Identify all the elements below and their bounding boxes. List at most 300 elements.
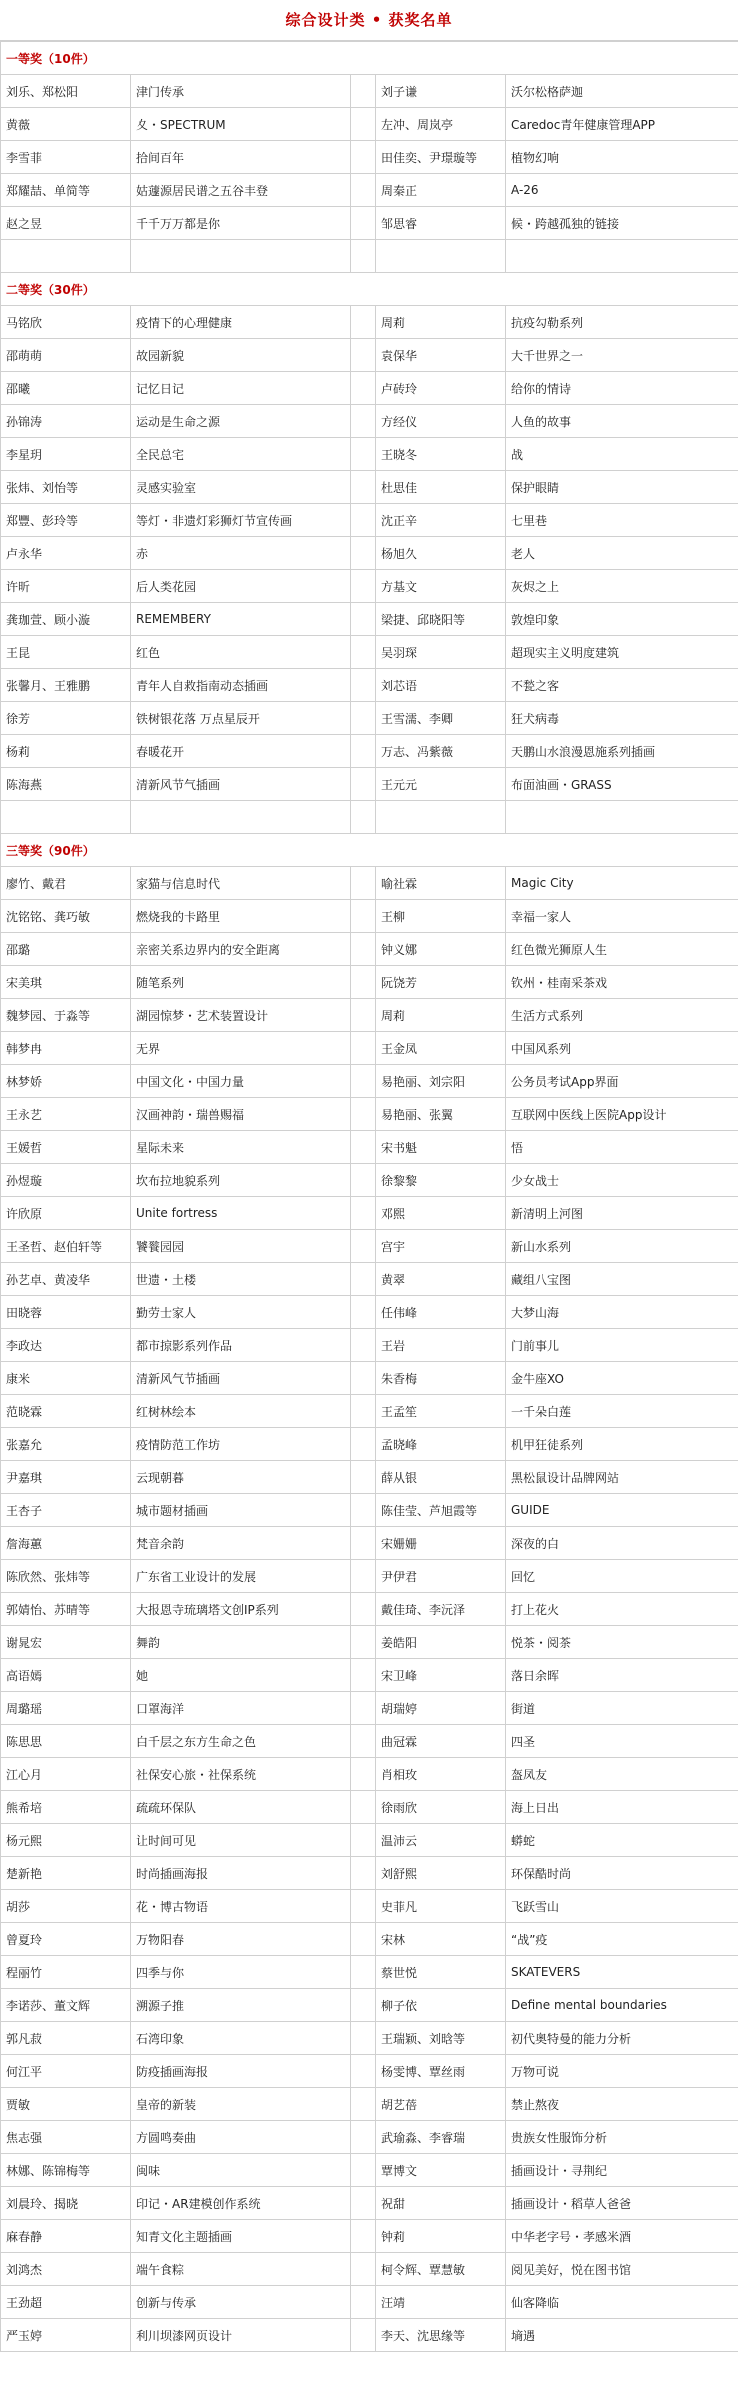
table-row [1,2319,738,2352]
empty-cell [1,240,131,273]
author-cell: 江心月 [1,1758,131,1791]
author-cell: 严玉婷 [1,2319,131,2352]
work-title-cell: 后人类花园 [131,570,351,603]
author-cell: 戴佳琦、李沅泽 [376,1593,506,1626]
work-title-cell: 随笔系列 [131,966,351,999]
author-cell: 任伟峰 [376,1296,506,1329]
table-row [1,1956,738,1989]
spacer-cell [351,1329,376,1362]
work-title-cell: 时尚插画海报 [131,1857,351,1890]
spacer-cell [351,2022,376,2055]
author-cell: 覃博文 [376,2154,506,2187]
spacer-cell [351,2253,376,2286]
author-cell: 钟义娜 [376,933,506,966]
work-title-cell: 燃烧我的卡路里 [131,900,351,933]
work-title-cell: 幸福一家人 [506,900,738,933]
author-cell: 郭凡菽 [1,2022,131,2055]
spacer-cell [351,2319,376,2352]
spacer-cell [351,1824,376,1857]
work-title-cell: 家猫与信息时代 [131,867,351,900]
author-cell: 周莉 [376,999,506,1032]
author-cell: 李政达 [1,1329,131,1362]
work-title-cell: 悦茶・阅茶 [506,1626,738,1659]
table-row [1,2253,738,2286]
award-table [0,41,738,2352]
author-cell: 祝甜 [376,2187,506,2220]
work-title-cell: 舞韵 [131,1626,351,1659]
work-title-cell: 疫情防范工作坊 [131,1428,351,1461]
table-row [1,1098,738,1131]
empty-cell [351,801,376,834]
work-title-cell: 中国文化・中国力量 [131,1065,351,1098]
spacer-cell [351,570,376,603]
table-row [1,2055,738,2088]
author-cell: 陈海燕 [1,768,131,801]
table-row [1,108,738,141]
work-title-cell: 门前事儿 [506,1329,738,1362]
author-cell: 黄薇 [1,108,131,141]
author-cell: 黄翠 [376,1263,506,1296]
author-cell: 胡艺蓓 [376,2088,506,2121]
spacer-cell [351,141,376,174]
author-cell: 沈正辛 [376,504,506,537]
spacer-cell [351,1527,376,1560]
spacer-cell [351,1395,376,1428]
spacer-cell [351,372,376,405]
author-cell: 温沛云 [376,1824,506,1857]
work-title-cell: 少女战士 [506,1164,738,1197]
author-cell: 胡瑞婷 [376,1692,506,1725]
table-row [1,2286,738,2319]
work-title-cell: 云现朝暮 [131,1461,351,1494]
author-cell: 王永艺 [1,1098,131,1131]
work-title-cell: 落日余晖 [506,1659,738,1692]
spacer-cell [351,207,376,240]
table-row [1,504,738,537]
work-title-cell: 灰烬之上 [506,570,738,603]
table-row [1,933,738,966]
work-title-cell: Define mental boundaries [506,1989,738,2022]
author-cell: 陈思思 [1,1725,131,1758]
author-cell: 焦志强 [1,2121,131,2154]
spacer-cell [351,1560,376,1593]
author-cell: 王元元 [376,768,506,801]
work-title-cell: 花・博古物语 [131,1890,351,1923]
author-cell: 杨元熙 [1,1824,131,1857]
author-cell: 胡莎 [1,1890,131,1923]
work-title-cell: 保护眼睛 [506,471,738,504]
author-cell: 詹海蕙 [1,1527,131,1560]
author-cell: 张嘉允 [1,1428,131,1461]
table-row [1,1164,738,1197]
author-cell: 林梦娇 [1,1065,131,1098]
author-cell: 王瑞颖、刘晗等 [376,2022,506,2055]
section-heading: 二等奖（30件） [1,273,738,306]
work-title-cell: 超现实主义明度建筑 [506,636,738,669]
work-title-cell: 初代奥特曼的能力分析 [506,2022,738,2055]
work-title-cell: 人鱼的故事 [506,405,738,438]
author-cell: 曾夏玲 [1,1923,131,1956]
work-title-cell: 插画设计・寻荆纪 [506,2154,738,2187]
table-row [1,1890,738,1923]
spacer-cell [351,1758,376,1791]
table-row [1,339,738,372]
author-cell: 康米 [1,1362,131,1395]
work-title-cell: 一千朵白莲 [506,1395,738,1428]
table-row [1,2187,738,2220]
work-title-cell: 她 [131,1659,351,1692]
work-title-cell: “战”疫 [506,1923,738,1956]
section-heading-row [1,834,738,867]
table-row [1,1560,738,1593]
work-title-cell: 敦煌印象 [506,603,738,636]
spacer-cell [351,1428,376,1461]
author-cell: 蔡世悦 [376,1956,506,1989]
spacer-cell [351,1659,376,1692]
work-title-cell: 深夜的白 [506,1527,738,1560]
spacer-cell [351,306,376,339]
author-cell: 姜皓阳 [376,1626,506,1659]
work-title-cell: 亲密关系边界内的安全距离 [131,933,351,966]
work-title-cell: 红树林绘本 [131,1395,351,1428]
work-title-cell: REMEMBERY [131,603,351,636]
empty-cell [1,801,131,834]
work-title-cell: 新山水系列 [506,1230,738,1263]
work-title-cell: 星际未来 [131,1131,351,1164]
work-title-cell: 千千万万都是你 [131,207,351,240]
author-cell: 王杏子 [1,1494,131,1527]
work-title-cell: 墒遇 [506,2319,738,2352]
work-title-cell: 梵音余韵 [131,1527,351,1560]
table-row [1,1923,738,1956]
table-row [1,2022,738,2055]
work-title-cell: 黑松鼠设计品牌网站 [506,1461,738,1494]
spacer-cell [351,603,376,636]
work-title-cell: 社保安心旅・社保系统 [131,1758,351,1791]
work-title-cell: 钦州・桂南采茶戏 [506,966,738,999]
table-row [1,1791,738,1824]
work-title-cell: 故园新貌 [131,339,351,372]
work-title-cell: 七里巷 [506,504,738,537]
author-cell: 曲冠霖 [376,1725,506,1758]
author-cell: 林娜、陈锦梅等 [1,2154,131,2187]
author-cell: 田晓蓉 [1,1296,131,1329]
author-cell: 周秦正 [376,174,506,207]
author-cell: 郭婧怡、苏晴等 [1,1593,131,1626]
author-cell: 杜思佳 [376,471,506,504]
spacer-cell [351,966,376,999]
work-title-cell: 赤 [131,537,351,570]
spacer-cell [351,1461,376,1494]
author-cell: 邹思睿 [376,207,506,240]
spacer-cell [351,669,376,702]
spacer-cell [351,2220,376,2253]
work-title-cell: 红色 [131,636,351,669]
work-title-cell: 狂犬病毒 [506,702,738,735]
spacer-cell [351,2055,376,2088]
work-title-cell: 大报恩寺琉璃塔文创IP系列 [131,1593,351,1626]
spacer-cell [351,405,376,438]
section-heading: 三等奖（90件） [1,834,738,867]
work-title-cell: 插画设计・稻草人爸爸 [506,2187,738,2220]
table-row [1,1230,738,1263]
table-row [1,1395,738,1428]
work-title-cell: 疫情下的心理健康 [131,306,351,339]
table-row [1,1131,738,1164]
author-cell: 韩梦冉 [1,1032,131,1065]
work-title-cell: 津门传承 [131,75,351,108]
author-cell: 魏梦园、于淼等 [1,999,131,1032]
author-cell: 宋卫峰 [376,1659,506,1692]
work-title-cell: 清新风节气插画 [131,768,351,801]
table-row [1,1593,738,1626]
table-row [1,75,738,108]
work-title-cell: A-26 [506,174,738,207]
work-title-cell: 口罩海洋 [131,1692,351,1725]
author-cell: 李诺莎、董文辉 [1,1989,131,2022]
work-title-cell: 飞跃雪山 [506,1890,738,1923]
table-row [1,1857,738,1890]
work-title-cell: 拾间百年 [131,141,351,174]
work-title-cell: 战 [506,438,738,471]
author-cell: 楚新艳 [1,1857,131,1890]
table-row [1,372,738,405]
author-cell: 贾敏 [1,2088,131,2121]
work-title-cell: 大千世界之一 [506,339,738,372]
author-cell: 李星玥 [1,438,131,471]
table-row [1,174,738,207]
work-title-cell: 中国风系列 [506,1032,738,1065]
work-title-cell: 给你的情诗 [506,372,738,405]
work-title-cell: Magic City [506,867,738,900]
table-row [1,1758,738,1791]
work-title-cell: Caredoc青年健康管理APP [506,108,738,141]
work-title-cell: 青年人自救指南动态插画 [131,669,351,702]
spacer-cell [351,1725,376,1758]
work-title-cell: 生活方式系列 [506,999,738,1032]
work-title-cell: 知青文化主题插画 [131,2220,351,2253]
page-title: 综合设计类 • 获奖名单 [0,0,738,41]
author-cell: 马铭欣 [1,306,131,339]
work-title-cell: 悟 [506,1131,738,1164]
author-cell: 易艳丽、张翼 [376,1098,506,1131]
author-cell: 邵璐 [1,933,131,966]
spacer-cell [351,1065,376,1098]
work-title-cell: 候・跨越孤独的链接 [506,207,738,240]
work-title-cell: 闽味 [131,2154,351,2187]
author-cell: 朱香梅 [376,1362,506,1395]
author-cell: 柳子依 [376,1989,506,2022]
table-row [1,1032,738,1065]
work-title-cell: 万物阳春 [131,1923,351,1956]
author-cell: 易艳丽、刘宗阳 [376,1065,506,1098]
work-title-cell: 创新与传承 [131,2286,351,2319]
author-cell: 宋林 [376,1923,506,1956]
work-title-cell: 老人 [506,537,738,570]
spacer-cell [351,1923,376,1956]
author-cell: 熊希培 [1,1791,131,1824]
work-title-cell: 溯源子推 [131,1989,351,2022]
author-cell: 徐雨欣 [376,1791,506,1824]
author-cell: 宫宇 [376,1230,506,1263]
author-cell: 肖相玫 [376,1758,506,1791]
work-title-cell: 夊・SPECTRUM [131,108,351,141]
spacer-cell [351,1494,376,1527]
table-row [1,1263,738,1296]
author-cell: 喻社霖 [376,867,506,900]
work-title-cell: 街道 [506,1692,738,1725]
work-title-cell: 海上日出 [506,1791,738,1824]
author-cell: 刘子谦 [376,75,506,108]
table-row [1,768,738,801]
author-cell: 宋美琪 [1,966,131,999]
spacer-cell [351,735,376,768]
author-cell: 张炜、刘怡等 [1,471,131,504]
work-title-cell: 广东省工业设计的发展 [131,1560,351,1593]
author-cell: 龚珈萱、顾小漩 [1,603,131,636]
empty-cell [376,240,506,273]
spacer-cell [351,1593,376,1626]
author-cell: 左冲、周岚亭 [376,108,506,141]
spacer-cell [351,1230,376,1263]
author-cell: 陈佳莹、芦旭霞等 [376,1494,506,1527]
work-title-cell: 蟒蛇 [506,1824,738,1857]
author-cell: 王岩 [376,1329,506,1362]
work-title-cell: Unite fortress [131,1197,351,1230]
work-title-cell: 方圆鸣奏曲 [131,2121,351,2154]
author-cell: 尹伊君 [376,1560,506,1593]
table-row [1,207,738,240]
work-title-cell: 石湾印象 [131,2022,351,2055]
section-heading-row [1,42,738,75]
author-cell: 孟晓峰 [376,1428,506,1461]
author-cell: 刘鸿杰 [1,2253,131,2286]
author-cell: 郑耀喆、单简等 [1,174,131,207]
table-row [1,2088,738,2121]
work-title-cell: 端午食粽 [131,2253,351,2286]
author-cell: 李天、沈思缘等 [376,2319,506,2352]
author-cell: 宋姗姗 [376,1527,506,1560]
spacer-cell [351,1362,376,1395]
work-title-cell: 姑蘧源居民谱之五谷丰登 [131,174,351,207]
author-cell: 谢晁宏 [1,1626,131,1659]
author-cell: 沈铭铭、龚巧敏 [1,900,131,933]
empty-cell [376,801,506,834]
spacer-cell [351,1956,376,1989]
table-row [1,966,738,999]
spacer-cell [351,1098,376,1131]
table-row [1,1692,738,1725]
author-cell: 武瑜淼、李睿瑞 [376,2121,506,2154]
table-row [1,603,738,636]
work-title-cell: 印记・AR建模创作系统 [131,2187,351,2220]
author-cell: 张馨月、王雅鹏 [1,669,131,702]
spacer-cell [351,174,376,207]
table-row [1,702,738,735]
work-title-cell: 新清明上河图 [506,1197,738,1230]
work-title-cell: 植物幻响 [506,141,738,174]
work-title-cell: 仙客降临 [506,2286,738,2319]
work-title-cell: 中华老字号・孝感米酒 [506,2220,738,2253]
author-cell: 邓熙 [376,1197,506,1230]
spacer-cell [351,504,376,537]
spacer-cell [351,1164,376,1197]
author-cell: 宋书魁 [376,1131,506,1164]
author-cell: 王昆 [1,636,131,669]
spacer-cell [351,339,376,372]
work-title-cell: 坎布拉地貌系列 [131,1164,351,1197]
work-title-cell: 抗疫勾勒系列 [506,306,738,339]
table-row [1,1197,738,1230]
table-row [1,1989,738,2022]
work-title-cell: 公务员考试App界面 [506,1065,738,1098]
work-title-cell: 春暖花开 [131,735,351,768]
author-cell: 刘乐、郑松阳 [1,75,131,108]
table-row [1,1362,738,1395]
work-title-cell: 无界 [131,1032,351,1065]
work-title-cell: 万物可说 [506,2055,738,2088]
spacer-cell [351,1692,376,1725]
spacer-cell [351,1890,376,1923]
work-title-cell: 防疫插画海报 [131,2055,351,2088]
work-title-cell: 藏组八宝图 [506,1263,738,1296]
work-title-cell: GUIDE [506,1494,738,1527]
author-cell: 方基文 [376,570,506,603]
spacer-cell [351,768,376,801]
author-cell: 史菲凡 [376,1890,506,1923]
table-row [1,1461,738,1494]
spacer-cell [351,75,376,108]
spacer-cell [351,702,376,735]
empty-row [1,801,738,834]
table-row [1,636,738,669]
table-row [1,438,738,471]
work-title-cell: 打上花火 [506,1593,738,1626]
table-row [1,1428,738,1461]
table-row [1,1725,738,1758]
table-row [1,999,738,1032]
author-cell: 程丽竹 [1,1956,131,1989]
work-title-cell: 清新风气节插画 [131,1362,351,1395]
author-cell: 尹嘉琪 [1,1461,131,1494]
author-cell: 薛从银 [376,1461,506,1494]
author-cell: 王孟笙 [376,1395,506,1428]
spacer-cell [351,636,376,669]
table-row [1,1659,738,1692]
empty-cell [131,801,351,834]
work-title-cell: 全民总宅 [131,438,351,471]
author-cell: 孙艺卓、黄凌华 [1,1263,131,1296]
spacer-cell [351,2286,376,2319]
work-title-cell: 白千层之东方生命之色 [131,1725,351,1758]
author-cell: 方经仪 [376,405,506,438]
work-title-cell: 布面油画・GRASS [506,768,738,801]
spacer-cell [351,1626,376,1659]
author-cell: 高语嫣 [1,1659,131,1692]
author-cell: 周莉 [376,306,506,339]
work-title-cell: 不甃之客 [506,669,738,702]
work-title-cell: 记忆日记 [131,372,351,405]
author-cell: 徐黎黎 [376,1164,506,1197]
author-cell: 卢砖玲 [376,372,506,405]
author-cell: 杨莉 [1,735,131,768]
author-cell: 田佳奕、尹璟璇等 [376,141,506,174]
author-cell: 袁保华 [376,339,506,372]
author-cell: 王圣哲、赵伯轩等 [1,1230,131,1263]
spacer-cell [351,471,376,504]
author-cell: 王雪濡、李卿 [376,702,506,735]
table-row [1,1329,738,1362]
